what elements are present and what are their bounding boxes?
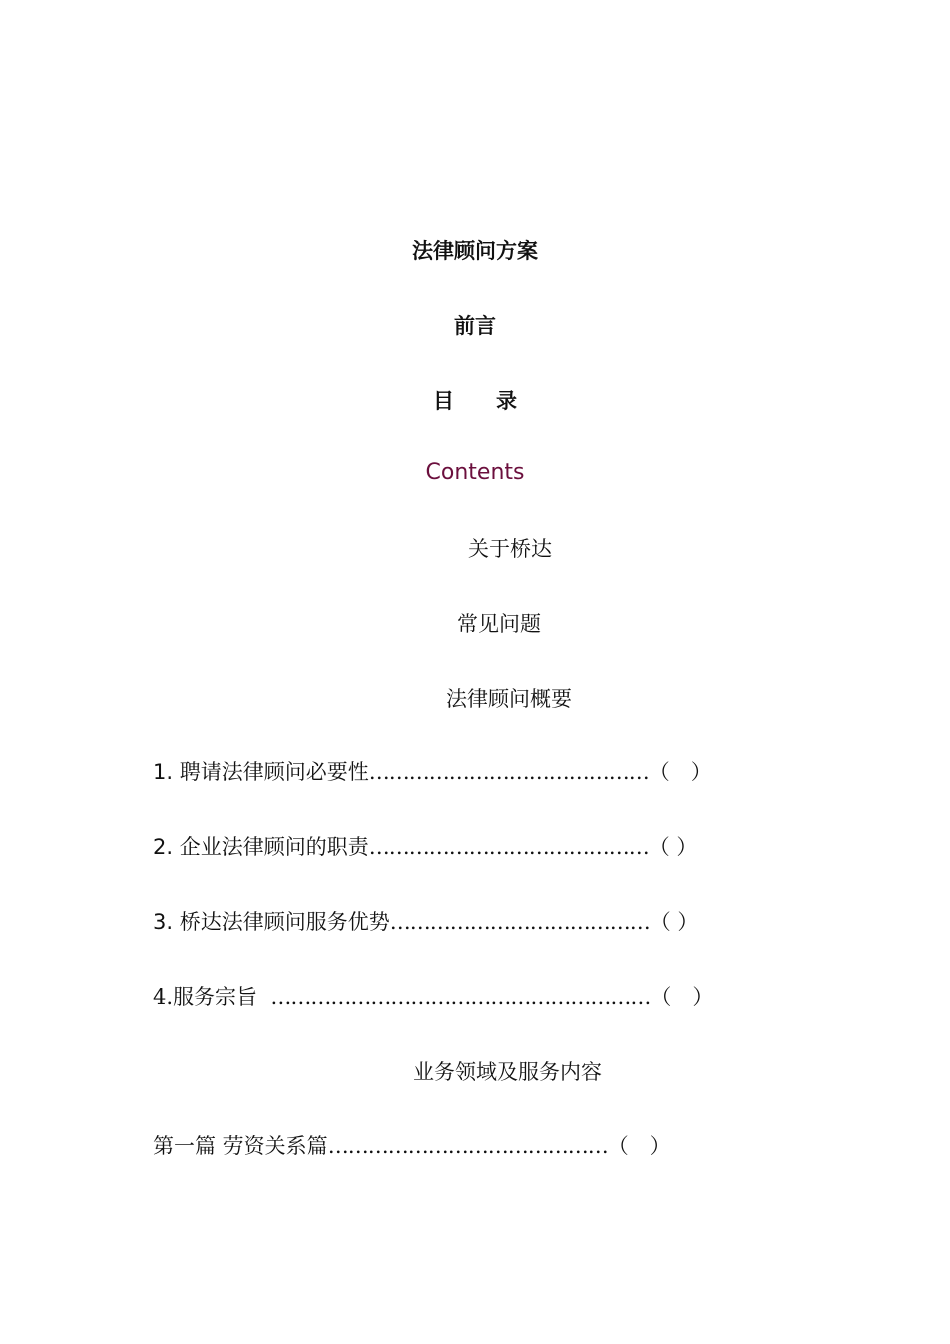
toc-item [153, 984, 713, 1010]
toc-item-page: （ ） [648, 835, 698, 859]
toc-item [153, 1133, 671, 1159]
toc-item-text: 桥达法律顾问服务优势 [179, 910, 390, 934]
section-faq: 常见问题 [457, 612, 541, 636]
toc-item-number: 2. [153, 835, 174, 859]
contents-label: Contents [425, 460, 525, 485]
toc-item [153, 834, 697, 860]
toc-item-text: 企业法律顾问的职责 [179, 835, 369, 859]
document-title: 法律顾问方案 [412, 239, 538, 263]
toc-item-number: 1. [153, 760, 174, 784]
toc-item-number: 4. [153, 985, 174, 1009]
toc-item-text: 服务宗旨 [173, 985, 258, 1009]
toc-item-number: 3. [153, 910, 174, 934]
toc-item [153, 909, 698, 935]
toc-item-leader: …………………………………… [327, 1134, 608, 1158]
section-about: 关于桥达 [468, 537, 552, 561]
toc-item-leader: ………………………………………………… [270, 985, 651, 1009]
preface-heading: 前言 [454, 314, 496, 338]
toc-item [153, 759, 712, 785]
toc-item-text: 聘请法律顾问必要性 [179, 760, 369, 784]
toc-heading: 目 录 [433, 389, 517, 413]
section-overview: 法律顾问概要 [446, 687, 572, 711]
toc-item-text: 第一篇 劳资关系篇 [153, 1134, 328, 1158]
toc-item-page: （ ） [648, 760, 712, 784]
toc-item-leader: …………………………………… [368, 760, 649, 784]
toc-item-page: （ ） [649, 910, 699, 934]
toc-item-page: （ ） [650, 985, 714, 1009]
toc-item-leader: …………………………………… [368, 835, 649, 859]
section-business: 业务领域及服务内容 [413, 1060, 602, 1084]
toc-item-page: （ ） [607, 1134, 671, 1158]
toc-item-leader: ………………………………… [389, 910, 650, 934]
